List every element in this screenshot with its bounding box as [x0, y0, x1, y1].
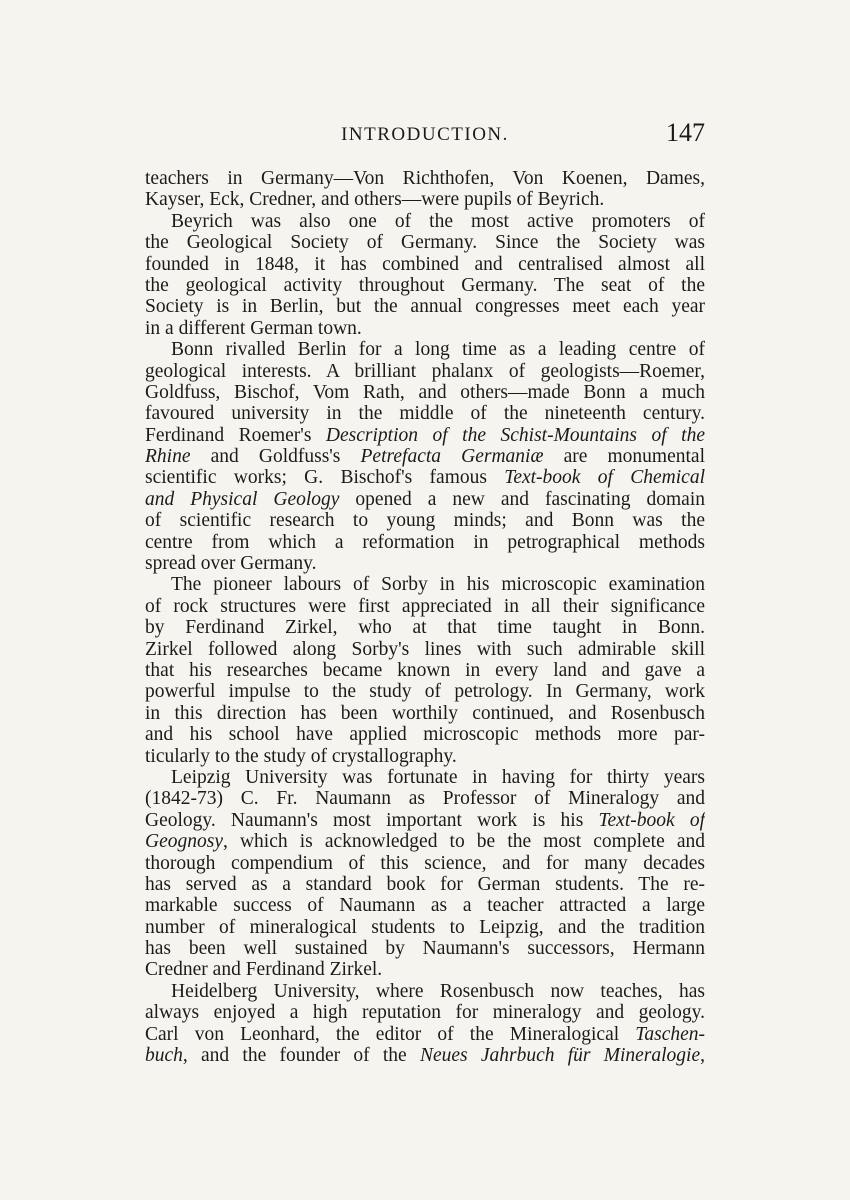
running-title: INTRODUCTION.	[341, 124, 509, 145]
text-line: teachers in Germany—Von Richthofen, Von Koenen, Dames,	[145, 168, 705, 189]
text-line: in this direction has been worthily continued, and Rosenbusch	[145, 702, 705, 724]
text-line: in a different German town.	[145, 317, 362, 339]
text-line: of rock structures were first appreciated in all their significance	[145, 595, 705, 617]
text-line: and his school have applied microscopic methods more par-	[145, 724, 705, 746]
text-line: and Physical Geology opened a new and fascinating domain	[145, 488, 705, 510]
text-line: Goldfuss, Bischof, Vom Rath, and others—made Bonn a much	[145, 381, 705, 403]
text-line: Beyrich was also one of the most active promoters of	[171, 210, 705, 232]
text-line: has served as a standard book for German students. The re-	[145, 873, 705, 895]
text-line: favoured university in the middle of the nineteenth century.	[145, 403, 705, 425]
text-line: Rhine and Goldfuss's Petrefacta Germaniæ are monumental	[145, 446, 705, 468]
text-line: that his researches became known in every land and gave a	[145, 659, 705, 681]
text-line: Carl von Leonhard, the editor of the Mineralogical Taschen-	[145, 1023, 705, 1045]
text-line: the geological activity throughout Germany. The seat of the	[145, 274, 705, 296]
text-line: (1842-73) C. Fr. Naumann as Professor of Mineralogy and	[145, 788, 705, 810]
text-line: Bonn rivalled Berlin for a long time as a leading centre of	[171, 339, 705, 361]
text-line: the Geological Society of Germany. Since the Society was	[145, 232, 705, 254]
text-line: Credner and Ferdinand Zirkel.	[145, 959, 383, 981]
text-line: by Ferdinand Zirkel, who at that time taught in Bonn.	[145, 617, 705, 639]
text-line: number of mineralogical students to Leipzig, and the tradition	[145, 916, 705, 938]
text-line: markable success of Naumann as a teacher attracted a large	[145, 895, 705, 917]
text-line: Heidelberg University, where Rosenbusch now teaches, has	[171, 980, 705, 1002]
text-line: buch, and the founder of the Neues Jahrbuch für Mineralogie,	[145, 1045, 705, 1067]
page-number: 147	[666, 118, 705, 147]
body-text	[145, 168, 705, 1066]
text-line: Society is in Berlin, but the annual congresses meet each year	[145, 296, 705, 318]
text-line: Geognosy, which is acknowledged to be the most complete and	[145, 831, 705, 853]
text-line: Leipzig University was fortunate in having for thirty years	[171, 766, 705, 788]
text-line: spread over Germany.	[145, 553, 317, 575]
text-line: The pioneer labours of Sorby in his microscopic examination	[171, 574, 705, 596]
text-line: always enjoyed a high reputation for mineralogy and geology.	[145, 1002, 705, 1024]
text-line: of scientific research to young minds; and Bonn was the	[145, 510, 705, 532]
text-line: Zirkel followed along Sorby's lines with such admirable skill	[145, 638, 705, 660]
text-line: centre from which a reformation in petrographical methods	[145, 531, 705, 553]
text-line: geological interests. A brilliant phalanx of geologists—Roemer,	[145, 360, 705, 382]
text-line: scientific works; G. Bischof's famous Text-book of Chemical	[145, 467, 705, 489]
text-line: powerful impulse to the study of petrology. In Germany, work	[145, 681, 705, 703]
running-head	[145, 118, 705, 154]
text-line: Kayser, Eck, Credner, and others—were pupils of Beyrich.	[145, 189, 605, 211]
text-line: ticularly to the study of crystallography.	[145, 745, 457, 767]
text-line: founded in 1848, it has combined and centralised almost all	[145, 253, 705, 275]
text-line: thorough compendium of this science, and for many decades	[145, 852, 705, 874]
text-line: Geology. Naumann's most important work is his Text-book of	[145, 809, 705, 831]
text-line: has been well sustained by Naumann's successors, Hermann	[145, 938, 705, 960]
text-line: Ferdinand Roemer's Description of the Schist-Mountains of the	[145, 424, 705, 446]
